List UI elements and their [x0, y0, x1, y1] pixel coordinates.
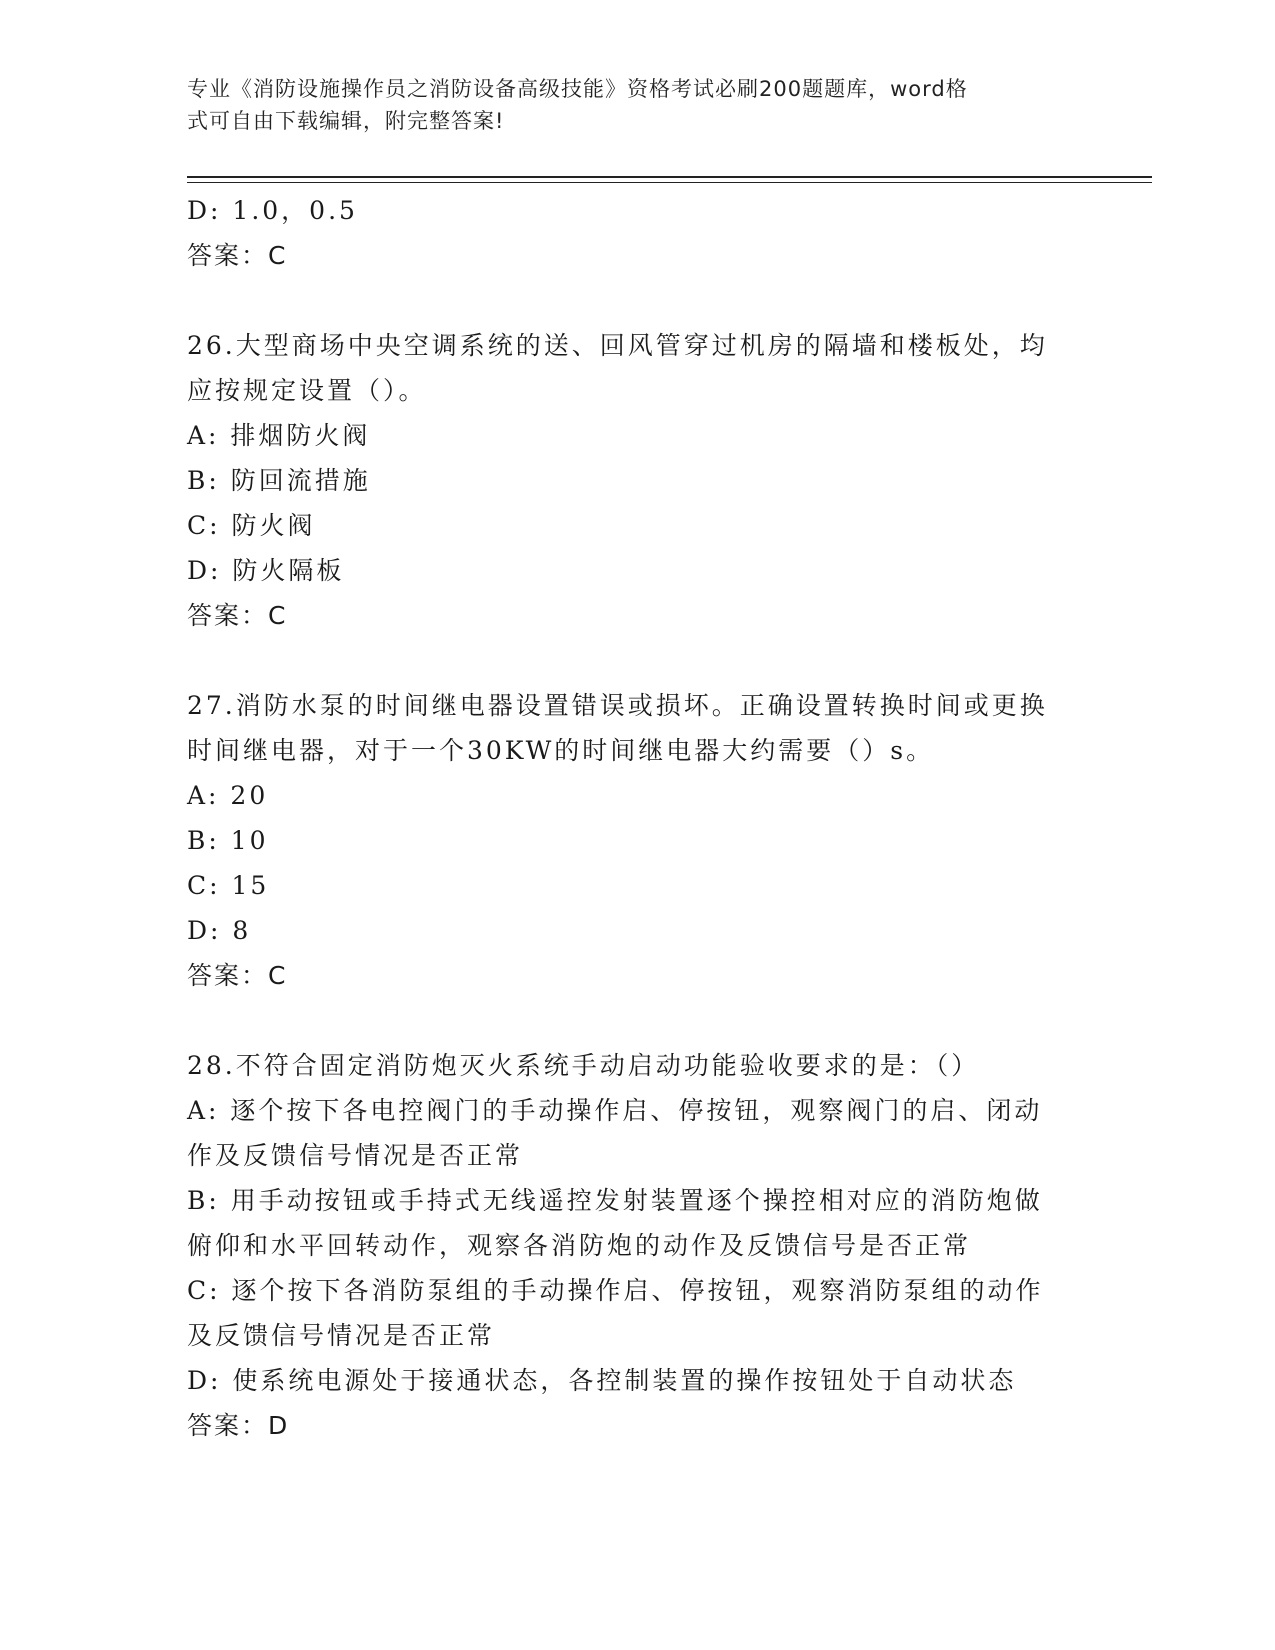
option-b-line-1: B: 用手动按钮或手持式无线遥控发射装置逐个操控相对应的消防炮做	[187, 1186, 1043, 1215]
option-a-line-1: A: 逐个按下各电控阀门的手动操作启、停按钮，观察阀门的启、闭动	[187, 1096, 1043, 1125]
option-c-line-1: C: 逐个按下各消防泵组的手动操作启、停按钮，观察消防泵组的动作	[187, 1276, 1044, 1305]
header-divider-thick	[187, 176, 1152, 178]
question-stem-line-2: 时间继电器，对于一个30KW的时间继电器大约需要（）s。	[187, 736, 935, 765]
document-header	[187, 73, 1067, 137]
header-line-2: 式可自由下载编辑，附完整答案!	[187, 109, 505, 133]
option-d: D: 防火隔板	[187, 556, 345, 585]
option-c: C: 15	[187, 871, 270, 900]
option-d: D: 8	[187, 916, 252, 945]
option-c-line-2: 及反馈信号情况是否正常	[187, 1321, 496, 1350]
answer-line: 答案：C	[187, 241, 288, 270]
option-b: B: 防回流措施	[187, 466, 371, 495]
option-a-line-2: 作及反馈信号情况是否正常	[187, 1141, 524, 1170]
option-c: C: 防火阀	[187, 511, 316, 540]
option-b-line-2: 俯仰和水平回转动作，观察各消防炮的动作及反馈信号是否正常	[187, 1231, 972, 1260]
answer-line: 答案：C	[187, 601, 288, 630]
header-divider-thin	[187, 182, 1152, 183]
option-d: D: 1.0，0.5	[187, 196, 358, 225]
answer-line: 答案：C	[187, 961, 288, 990]
option-a: A: 排烟防火阀	[187, 421, 371, 450]
question-27	[187, 683, 1077, 998]
option-a: A: 20	[187, 781, 269, 810]
question-26	[187, 323, 1077, 638]
question-content	[187, 188, 1077, 1493]
question-stem-line-1: 26.大型商场中央空调系统的送、回风管穿过机房的隔墙和楼板处，均	[187, 331, 1048, 360]
option-d: D: 使系统电源处于接通状态，各控制装置的操作按钮处于自动状态	[187, 1366, 1017, 1395]
previous-question-tail	[187, 188, 1077, 278]
header-line-1: 专业《消防设施操作员之消防设备高级技能》资格考试必刷200题题库，word格	[187, 77, 968, 101]
question-28	[187, 1043, 1077, 1448]
question-stem-line-1: 27.消防水泵的时间继电器设置错误或损坏。正确设置转换时间或更换	[187, 691, 1048, 720]
question-stem-line-1: 28.不符合固定消防炮灭火系统手动启动功能验收要求的是：（）	[187, 1051, 980, 1080]
question-stem-line-2: 应按规定设置（）。	[187, 376, 427, 405]
answer-line: 答案：D	[187, 1411, 290, 1440]
option-b: B: 10	[187, 826, 269, 855]
